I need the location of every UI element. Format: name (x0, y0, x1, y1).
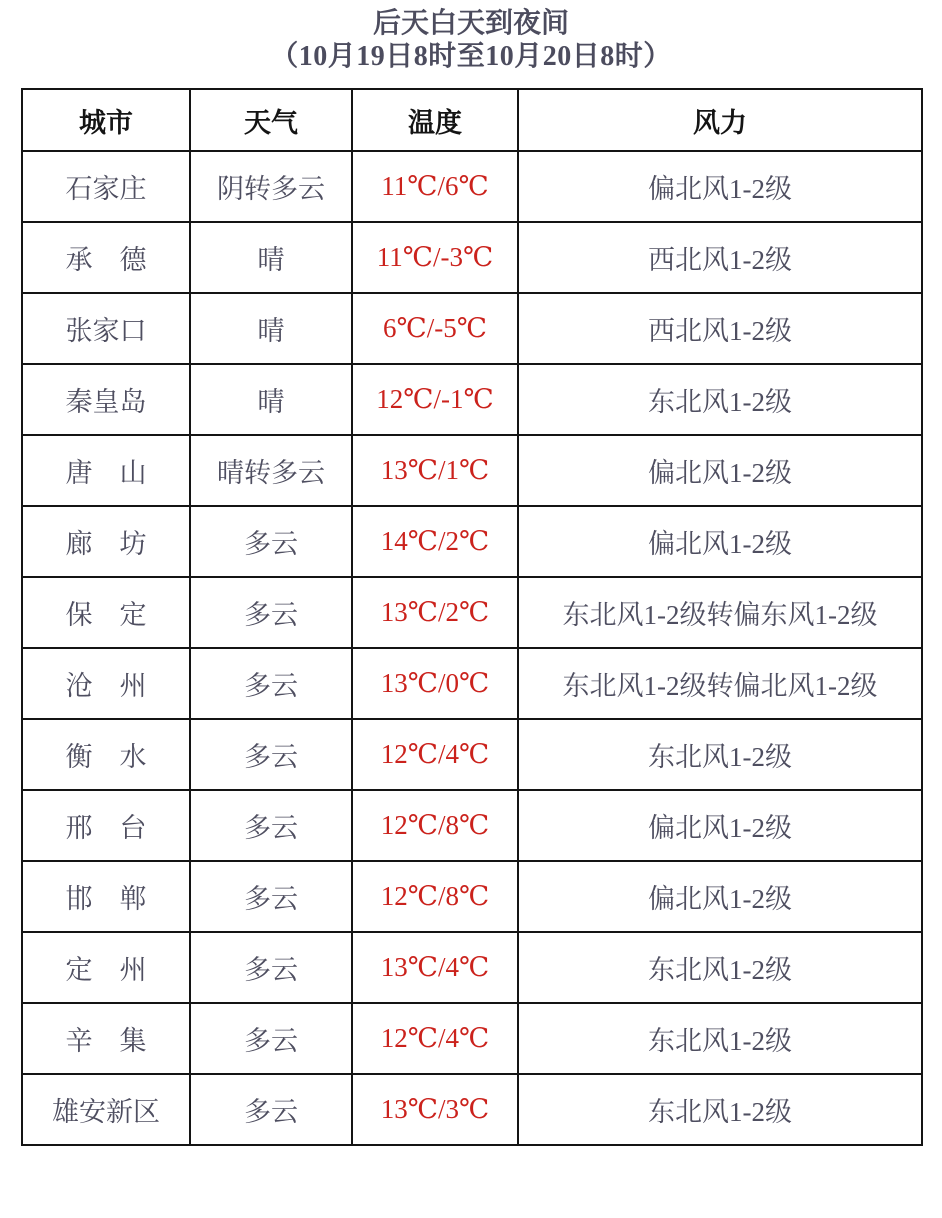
weather-cell: 多云 (190, 648, 352, 719)
weather-cell: 多云 (190, 861, 352, 932)
city-cell: 保 定 (22, 577, 190, 648)
temperature-cell: 12℃/4℃ (352, 719, 518, 790)
table-row (22, 719, 922, 790)
table-row (22, 151, 922, 222)
city-cell: 石家庄 (22, 151, 190, 222)
page-title (0, 0, 942, 73)
weather-cell: 多云 (190, 577, 352, 648)
city-cell: 定 州 (22, 932, 190, 1003)
title-line-1: 后天白天到夜间 (372, 8, 569, 39)
weather-cell: 晴转多云 (190, 435, 352, 506)
table-row (22, 222, 922, 293)
wind-cell: 偏北风1-2级 (518, 506, 922, 577)
weather-cell: 多云 (190, 1003, 352, 1074)
column-header-temperature: 温度 (352, 89, 518, 151)
temperature-cell: 11℃/6℃ (352, 151, 518, 222)
table-body (22, 151, 922, 1145)
table-row (22, 506, 922, 577)
city-cell: 承 德 (22, 222, 190, 293)
forecast-table (21, 88, 923, 1146)
weather-cell: 多云 (190, 506, 352, 577)
city-cell: 衡 水 (22, 719, 190, 790)
wind-cell: 偏北风1-2级 (518, 151, 922, 222)
temperature-cell: 6℃/-5℃ (352, 293, 518, 364)
weather-cell: 多云 (190, 932, 352, 1003)
table-row (22, 1003, 922, 1074)
table-row (22, 364, 922, 435)
wind-cell: 偏北风1-2级 (518, 435, 922, 506)
weather-cell: 多云 (190, 1074, 352, 1145)
table-row (22, 435, 922, 506)
column-header-wind: 风力 (518, 89, 922, 151)
column-header-weather: 天气 (190, 89, 352, 151)
temperature-cell: 12℃/8℃ (352, 861, 518, 932)
city-cell: 雄安新区 (22, 1074, 190, 1145)
city-cell: 辛 集 (22, 1003, 190, 1074)
temperature-cell: 13℃/0℃ (352, 648, 518, 719)
table-row (22, 648, 922, 719)
temperature-cell: 12℃/8℃ (352, 790, 518, 861)
temperature-cell: 13℃/4℃ (352, 932, 518, 1003)
city-cell: 廊 坊 (22, 506, 190, 577)
table-row (22, 1074, 922, 1145)
column-header-city: 城市 (22, 89, 190, 151)
city-cell: 沧 州 (22, 648, 190, 719)
wind-cell: 东北风1-2级 (518, 1074, 922, 1145)
wind-cell: 东北风1-2级 (518, 719, 922, 790)
title-line-2: （10月19日8时至10月20日8时） (270, 41, 672, 73)
weather-cell: 晴 (190, 364, 352, 435)
weather-cell: 阴转多云 (190, 151, 352, 222)
weather-cell: 晴 (190, 222, 352, 293)
table-row (22, 293, 922, 364)
temperature-cell: 14℃/2℃ (352, 506, 518, 577)
weather-cell: 多云 (190, 719, 352, 790)
table-row (22, 932, 922, 1003)
wind-cell: 东北风1-2级 (518, 364, 922, 435)
city-cell: 邢 台 (22, 790, 190, 861)
wind-cell: 偏北风1-2级 (518, 861, 922, 932)
temperature-cell: 13℃/3℃ (352, 1074, 518, 1145)
city-cell: 邯 郸 (22, 861, 190, 932)
city-cell: 张家口 (22, 293, 190, 364)
table-row (22, 577, 922, 648)
temperature-cell: 12℃/-1℃ (352, 364, 518, 435)
temperature-cell: 13℃/1℃ (352, 435, 518, 506)
wind-cell: 西北风1-2级 (518, 222, 922, 293)
table-row (22, 790, 922, 861)
header-row (22, 89, 922, 151)
weather-cell: 晴 (190, 293, 352, 364)
wind-cell: 偏北风1-2级 (518, 790, 922, 861)
wind-cell: 西北风1-2级 (518, 293, 922, 364)
wind-cell: 东北风1-2级 (518, 932, 922, 1003)
table-row (22, 861, 922, 932)
wind-cell: 东北风1-2级转偏东风1-2级 (518, 577, 922, 648)
wind-cell: 东北风1-2级 (518, 1003, 922, 1074)
temperature-cell: 11℃/-3℃ (352, 222, 518, 293)
wind-cell: 东北风1-2级转偏北风1-2级 (518, 648, 922, 719)
temperature-cell: 12℃/4℃ (352, 1003, 518, 1074)
temperature-cell: 13℃/2℃ (352, 577, 518, 648)
city-cell: 秦皇岛 (22, 364, 190, 435)
city-cell: 唐 山 (22, 435, 190, 506)
weather-cell: 多云 (190, 790, 352, 861)
